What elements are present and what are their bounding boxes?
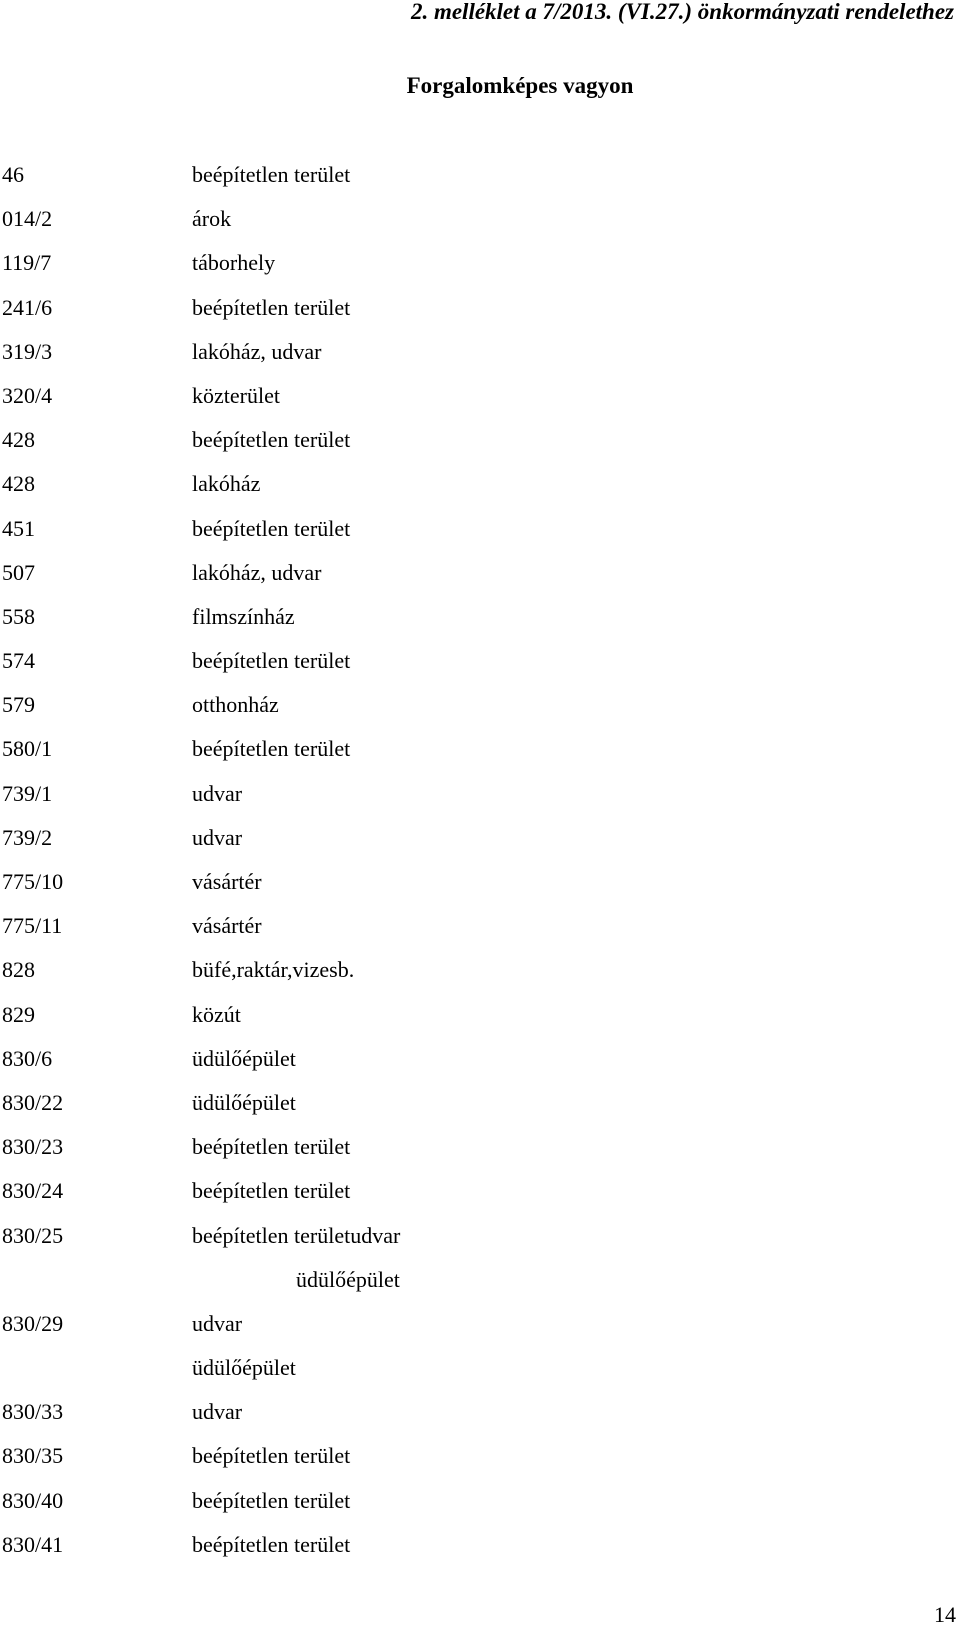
- plot-number: 830/40: [2, 1487, 64, 1513]
- annex-header: 2. melléklet a 7/2013. (VI.27.) önkormányzati rendelethez: [410, 0, 954, 24]
- plot-number: 558: [2, 603, 35, 629]
- list-item: [0, 1441, 960, 1485]
- plot-use: beépítetlen terület: [192, 294, 351, 320]
- plot-use: udvar: [192, 780, 243, 806]
- plot-use: beépítetlen területudvar: [192, 1222, 401, 1248]
- plot-use: beépítetlen terület: [192, 736, 351, 762]
- list-item: [0, 602, 960, 646]
- page-title: Forgalomképes vagyon: [406, 73, 634, 98]
- plot-number: 739/2: [2, 824, 53, 850]
- plot-number: 830/23: [2, 1134, 64, 1160]
- plot-use: lakóház, udvar: [192, 338, 322, 364]
- plot-use: közút: [192, 1001, 241, 1027]
- list-item: [0, 1265, 960, 1309]
- list-item: [0, 160, 960, 204]
- list-item: [0, 1088, 960, 1132]
- list-item: [0, 734, 960, 778]
- list-item: [0, 1397, 960, 1441]
- plot-use: beépítetlen terület: [192, 1178, 351, 1204]
- list-item: [0, 469, 960, 513]
- page-number: 14: [934, 1602, 956, 1627]
- plot-number: 828: [2, 957, 35, 983]
- list-item: [0, 558, 960, 602]
- plot-use: beépítetlen terület: [192, 1531, 351, 1557]
- plot-number: 739/1: [2, 780, 53, 806]
- plot-use: üdülőépület: [192, 1089, 296, 1115]
- plot-number: 775/11: [2, 913, 63, 939]
- plot-use: beépítetlen terület: [192, 1134, 351, 1160]
- plot-use: beépítetlen terület: [192, 515, 351, 541]
- list-item: [0, 867, 960, 911]
- plot-number: 014/2: [2, 206, 53, 232]
- plot-number: 319/3: [2, 338, 53, 364]
- plot-use: üdülőépület: [192, 1045, 296, 1071]
- list-item: [0, 911, 960, 955]
- list-item: [0, 293, 960, 337]
- plot-number: 830/6: [2, 1045, 53, 1071]
- plot-use: udvar: [192, 824, 243, 850]
- plot-number: 507: [2, 559, 35, 585]
- list-item: [0, 1176, 960, 1220]
- plot-list: [0, 160, 960, 1574]
- plot-use: üdülőépület: [296, 1266, 400, 1292]
- plot-use: vásártér: [192, 869, 262, 894]
- list-item: [0, 514, 960, 558]
- plot-number: 119/7: [2, 250, 52, 276]
- list-item: [0, 1221, 960, 1265]
- list-item: [0, 1486, 960, 1530]
- plot-number: 46: [2, 162, 24, 187]
- plot-number: 428: [2, 471, 35, 497]
- plot-number: 320/4: [2, 382, 53, 408]
- list-item: [0, 955, 960, 999]
- plot-number: 830/35: [2, 1443, 64, 1469]
- list-item: [0, 248, 960, 292]
- plot-number: 241/6: [2, 294, 53, 320]
- plot-use: táborhely: [192, 250, 276, 276]
- plot-use: otthonház: [192, 692, 279, 718]
- plot-use: beépítetlen terület: [192, 648, 351, 674]
- plot-number: 574: [2, 648, 35, 674]
- plot-use: beépítetlen terület: [192, 162, 351, 187]
- plot-number: 830/41: [2, 1531, 64, 1557]
- plot-number: 830/25: [2, 1222, 64, 1248]
- plot-use: lakóház: [192, 471, 261, 497]
- plot-use: büfé,raktár,vizesb.: [192, 957, 355, 983]
- list-item: [0, 646, 960, 690]
- plot-use: lakóház, udvar: [192, 559, 322, 585]
- list-item: [0, 1530, 960, 1574]
- list-item: [0, 381, 960, 425]
- list-item: [0, 425, 960, 469]
- plot-use: árok: [192, 206, 232, 232]
- plot-use: beépítetlen terület: [192, 427, 351, 453]
- plot-number: 830/22: [2, 1089, 64, 1115]
- plot-number: 775/10: [2, 869, 64, 894]
- list-item: [0, 690, 960, 734]
- page-title-wrapper: [0, 70, 960, 102]
- plot-number: 830/33: [2, 1399, 64, 1425]
- plot-use: vásártér: [192, 913, 262, 939]
- list-item: [0, 1353, 960, 1397]
- plot-number: 579: [2, 692, 35, 718]
- plot-use: udvar: [192, 1310, 243, 1336]
- plot-number: 830/29: [2, 1310, 64, 1336]
- list-item: [0, 1309, 960, 1353]
- plot-number: 830/24: [2, 1178, 64, 1204]
- plot-use: közterület: [192, 382, 280, 408]
- list-item: [0, 204, 960, 248]
- plot-number: 580/1: [2, 736, 53, 762]
- plot-use: beépítetlen terület: [192, 1443, 351, 1469]
- plot-use: udvar: [192, 1399, 243, 1425]
- list-item: [0, 1132, 960, 1176]
- list-item: [0, 1044, 960, 1088]
- list-item: [0, 779, 960, 823]
- list-item: [0, 337, 960, 381]
- plot-use: filmszínház: [192, 603, 295, 629]
- plot-use: üdülőépület: [192, 1355, 296, 1381]
- plot-number: 428: [2, 427, 35, 453]
- plot-number: 829: [2, 1001, 35, 1027]
- plot-number: 451: [2, 515, 35, 541]
- plot-use: beépítetlen terület: [192, 1487, 351, 1513]
- list-item: [0, 1000, 960, 1044]
- list-item: [0, 823, 960, 867]
